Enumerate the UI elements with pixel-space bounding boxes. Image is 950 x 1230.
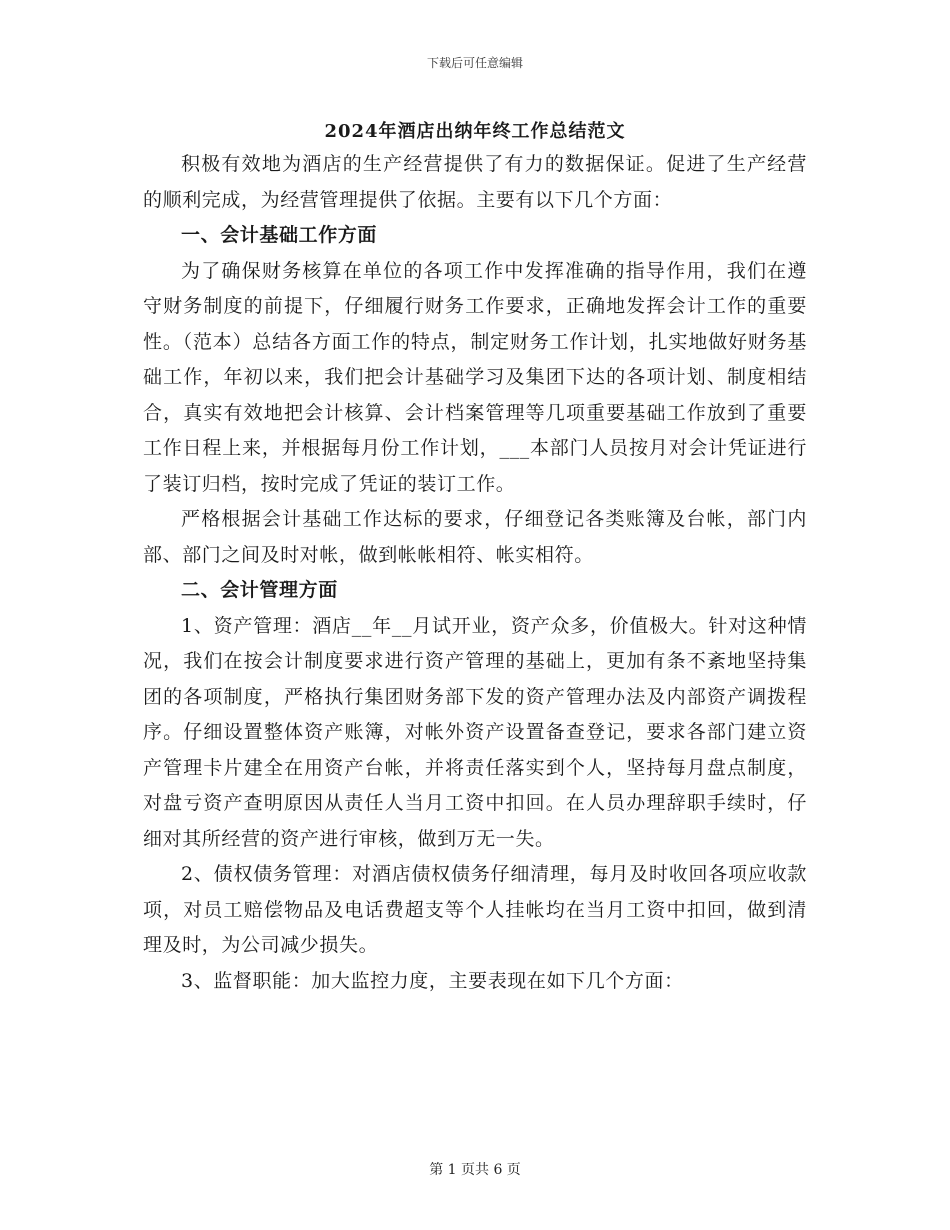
- body-paragraph: 为了确保财务核算在单位的各项工作中发挥准确的指导作用，我们在遵守财务制度的前提下，仔细履行财务工作要求，正确地发挥会计工作的重要性。（范本）总结各方面工作的特点，制定财务工作计划，扎实地做好财务基础工作，年初以来，我们把会计基础学习及集团下达的各项计划、制度相结合，真实有效地把会计核算、会计档案管理等几项重要基础工作放到了重要工作日程上来，并根据每月份工作计划，___本部门人员按月对会计凭证进行了装订归档，按时完成了凭证的装订工作。: [143, 259, 807, 495]
- body-paragraph: 2、债权债务管理：对酒店债权债务仔细清理，每月及时收回各项应收款项，对员工赔偿物品及电话费超支等个人挂帐均在当月工资中扣回，做到清理及时，为公司减少损失。: [143, 863, 807, 956]
- section-heading-accounting-management: 二、会计管理方面: [181, 579, 338, 601]
- document-body: [143, 147, 807, 999]
- body-paragraph: 严格根据会计基础工作达标的要求，仔细登记各类账簿及台帐，部门内部、部门之间及时对帐，做到帐帐相符、帐实相符。: [143, 508, 807, 566]
- page-number: 第 1 页共 6 页: [429, 1162, 521, 1178]
- body-paragraph: 1、资产管理：酒店__年__月试开业，资产众多，价值极大。针对这种情况，我们在按会计制度要求进行资产管理的基础上，更加有条不紊地坚持集团的各项制度，严格执行集团财务部下发的资产管理办法及内部资产调拨程序。仔细设置整体资产账簿，对帐外资产设置备查登记，要求各部门建立资产管理卡片建全在用资产台帐，并将责任落实到个人，坚持每月盘点制度，对盘亏资产查明原因从责任人当月工资中扣回。在人员办理辞职手续时，仔细对其所经营的资产进行审核，做到万无一失。: [143, 614, 807, 850]
- document-title: 2024年酒店出纳年终工作总结范文: [324, 121, 626, 142]
- intro-paragraph: 积极有效地为酒店的生产经营提供了有力的数据保证。促进了生产经营的顺利完成，为经营管理提供了依据。主要有以下几个方面：: [143, 153, 807, 211]
- section-heading-accounting-basics: 一、会计基础工作方面: [181, 224, 378, 246]
- body-paragraph: 3、监督职能：加大监控力度，主要表现在如下几个方面：: [181, 969, 684, 992]
- header-note: 下载后可任意编辑: [426, 56, 523, 70]
